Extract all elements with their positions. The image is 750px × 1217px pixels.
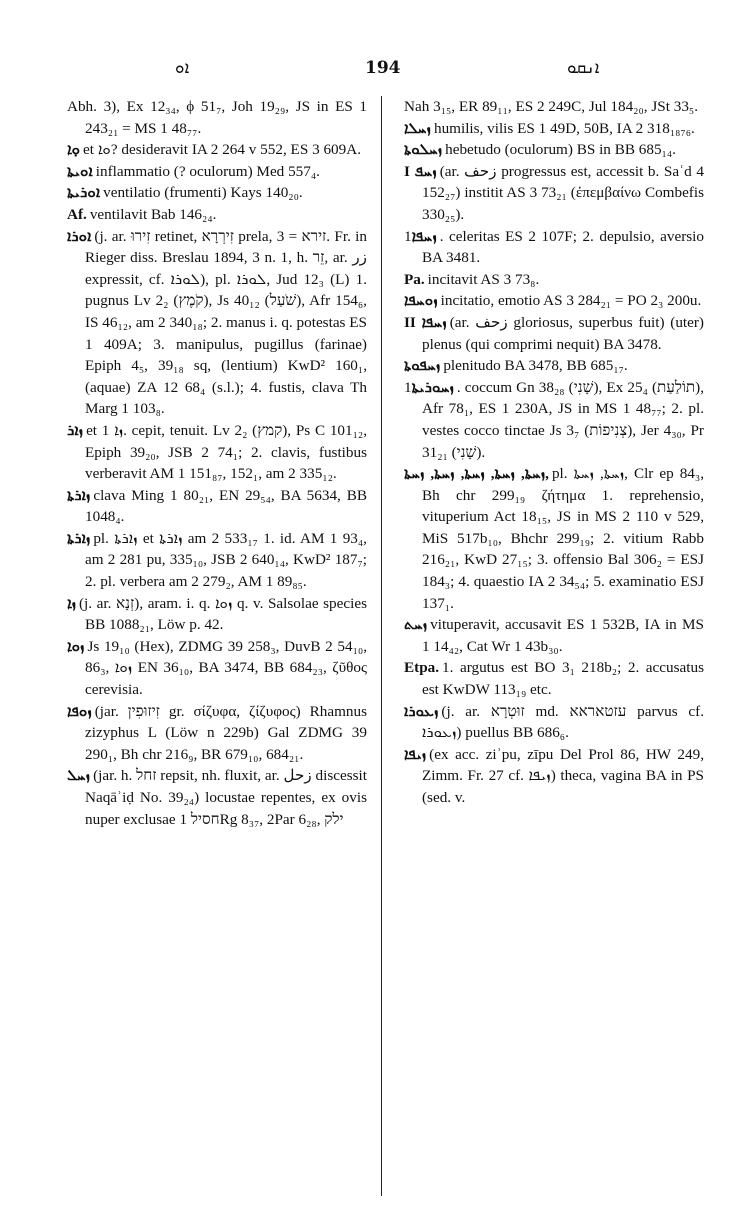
- dictionary-entry: [404, 226, 704, 269]
- dictionary-entry: [67, 420, 367, 485]
- dictionary-entry: [404, 118, 704, 140]
- entry-lemma: ܐܘܪܝܬܐ: [67, 184, 101, 202]
- entry-lemma: ܙܚܠܘܬܐ: [404, 141, 443, 159]
- entry-lemma: Pa.: [404, 270, 425, 288]
- entry-text: incitavit AS 3 73₈.: [427, 270, 540, 288]
- entry-text: inflammatio (? oculorum) Med 557₄.: [95, 162, 320, 180]
- entry-lemma: ܙܐܪܬܐ: [67, 486, 91, 504]
- dictionary-entry: [67, 701, 367, 766]
- entry-lemma: Etpa.: [404, 659, 440, 677]
- entry-text: ventilatio (frumenti) Kays 140₂₀.: [103, 184, 303, 202]
- dictionary-entry: [404, 290, 704, 312]
- dictionary-entry: [67, 528, 367, 593]
- dictionary-entry: [404, 614, 704, 657]
- dictionary-entry: [67, 204, 367, 226]
- entry-lemma: ܙܚܬ: [404, 616, 428, 634]
- entry-text: Abh. 3), Ex 12₃₄, ϕ 51₇, Joh 19₂₉, JS in ES 1 243₂₁ = MS 1 48₇₇.: [67, 98, 367, 137]
- dictionary-entry: [404, 312, 704, 355]
- entry-text: et ܘܐ? desideravit IA 2 264 v 552, ES 3 609A.: [83, 141, 362, 159]
- entry-lemma: ܙܘܦܐ: [67, 702, 92, 720]
- entry-lemma: ܙܝܦܐ: [404, 745, 427, 763]
- entry-text: (jar. h. זחל repsit, nh. fluxit, ar. زحل discessit Naqāʾiḍ No. 39₂₄) locustae repentes, ex ovis nuper exclusae חסיל 1Rg 8₃₇, 2Par 6₂₈, ילק: [85, 767, 367, 828]
- dictionary-entry: [67, 636, 367, 701]
- entry-lemma: ܙܘܐ: [67, 637, 85, 655]
- entry-text: 1. celeritas ES 2 107F; 2. depulsio, aversio BA 3481.: [404, 227, 704, 267]
- dictionary-entry: [404, 657, 704, 700]
- dictionary-entry: [404, 377, 704, 463]
- entry-lemma: ܘ̣ܐ: [67, 141, 81, 159]
- dictionary-entry: [67, 226, 367, 420]
- entry-lemma: ܙܚܬܐ, ܙܚܬܐ, ܙܚܬܐ, ܙܚܬܐ, ܙܚܬܐ,: [404, 465, 549, 483]
- dictionary-entry: [67, 182, 367, 204]
- entry-lemma: ܙܐ: [67, 594, 76, 612]
- entry-text: hebetudo (oculorum) BS in BB 685₁₄.: [445, 141, 676, 159]
- header-right-word: ܐܢܩܘ: [567, 58, 600, 77]
- entry-text: clava Ming 1 80₂₁, EN 29₅₄, BA 5634, BB 1048₄.: [85, 486, 367, 526]
- entry-lemma: ܙܚܘܪܝܬܐ: [411, 378, 454, 396]
- entry-lemma: Af.: [67, 205, 87, 223]
- dictionary-entry: [67, 765, 367, 830]
- entry-text: plenitudo BA 3478, BB 685₁₇.: [443, 357, 628, 375]
- entry-text: 1. argutus est BO 3₁ 218b₂; 2. accusatus est KwDW 113₁₉ etc.: [422, 659, 704, 699]
- entry-lemma: I ܙܚܦ: [404, 162, 437, 180]
- header-left-word: ܐܘ: [175, 58, 190, 77]
- entry-text: (jar. זִיזוּפִין gr. σίζυφα, ζίζυφος) Rhamnus zizyphus L (Löw n 229b) Gal ZDMG 39 290₁, Bh chr 216₉, BR 679₁₀, 684₂₁.: [85, 702, 367, 763]
- entry-lemma: II ܙܚܦܐ: [404, 313, 447, 331]
- entry-lemma: ܙܚܦܐ: [411, 227, 437, 245]
- left-column: [67, 96, 367, 830]
- right-column: [404, 96, 704, 809]
- dictionary-entry: [404, 463, 704, 614]
- entry-text: (j. ar. זוּטְרָא md. עזטאראא parvus cf. ܙܥܘܪܐ) puellus BB 686₆.: [422, 702, 704, 742]
- entry-lemma: ܐܘܪܐ: [67, 227, 92, 245]
- entry-lemma: ܙܐܪܬܐ: [67, 529, 91, 547]
- dictionary-entry: [67, 485, 367, 528]
- entry-text: pl. ܙܐܪܬܐ et ܙܐܪܬܐ am 2 533₁₇ 1. id. AM 1 93₄, am 2 281 pu, 335₁₀, JSB 2 640₁₄, KwD² 187₇; 2. pl. verbera am 2 279₂, AM 1 89₈₅.: [85, 529, 367, 591]
- entry-lemma: ܙܚܦܘܬܐ: [404, 357, 441, 375]
- dictionary-entry: [67, 161, 367, 183]
- column-divider: [381, 96, 382, 1196]
- entry-text: (ar. زحف gloriosus, superbus fuit) (uter) plenus (qui comprimi nequit) BA 3478.: [422, 313, 704, 353]
- dictionary-entry: [67, 593, 367, 636]
- dictionary-entry: [404, 96, 704, 118]
- entry-lemma: ܙܚܠ: [67, 767, 91, 785]
- entry-text: vituperavit, accusavit ES 1 532B, IA in MS 1 14₄₂, Cat Wr 1 43b₃₀.: [422, 616, 704, 655]
- page-number: 194: [365, 58, 401, 78]
- dictionary-entry: [67, 96, 367, 139]
- entry-text: Nah 3₁₅, ER 89₁₁, ES 2 249C, Jul 184₂₀, JSt 33₅.: [404, 98, 699, 115]
- dictionary-entry: [67, 139, 367, 161]
- entry-lemma: ܙܐܪ: [67, 421, 84, 439]
- dictionary-entry: [404, 161, 704, 226]
- entry-text: (j. ar. זְנָא), aram. i. q. ܙܘܐ q. v. Salsolae species BB 1088₂₁, Löw p. 42.: [78, 594, 367, 634]
- entry-text: pl. ܙܚܬܐ, ܙܚܬܐ, Clr ep 84₃, Bh chr 299₁₉ ζήτημα 1. reprehensio, vituperium Act 18₁₅, JS in MS 2 110 v 529, MiS 517b₁₀, Bhchr 299₁₉; 2. vitium Rabb 216₂₁, KwD 27₁₅; 3. offensio Bal 306₂ = ESJ 184₃; 4. quaestio IA 2 34₅₄; 5. examinatio ESJ 137₁.: [422, 465, 704, 612]
- entry-text: (j. ar. זִירוּ retinet, זִירְרָא prela, זירא = 3. Fr. in Rieger diss. Breslau 1894, 3 n. 1, h. זֵר, ar. زر expressit, cf. ܠܘܪܐ), pl. ܠܘܪܐ, Jud 12₃ (L) 1. pugnus Lv 2₂ (קֹמֶץ), Js 40₁₂ (שֹׁעַל), Afr 154₆, IS 46₁₂, am 2 340₁₈; 2. manus i. q. potestas ES 1 409A; 3. manipulus, pugillus (farinae) Epiph 4₅, 39₁₈ sq, (lentium) KwD² 160₁, (aquae) ZA 12 68₄ (s.l.); 4. fustis, clava Th Marg 1 103₈.: [85, 227, 367, 418]
- entry-lemma: ܙܘܚܦܐ: [404, 292, 438, 310]
- entry-text: (ar. زحف progressus est, accessit b. Saʿd 4 152₂₇) institit AS 3 73₂₁ (ἐπεμβαίνω Combefis 330₂₅).: [422, 162, 704, 223]
- dictionary-entry: [404, 139, 704, 161]
- entry-text: humilis, vilis ES 1 49D, 50B, IA 2 318₁₈₇₆.: [433, 119, 695, 137]
- entry-lemma: ܐܘܝܬܐ: [67, 162, 93, 180]
- entry-text: (ex acc. ziʾpu, zīpu Del Prol 86, HW 249, Zimm. Fr. 27 cf. ܙܝܦܐ) theca, vagina BA in PS (sed. v.: [422, 745, 704, 806]
- entry-text: Js 19₁₀ (Hex), ZDMG 39 258₃, DuvB 2 54₁₀, 86₃, ܙܘܐ EN 36₁₀, BA 3474, BB 684₂₃, ζῦθος cerevisia.: [85, 637, 367, 699]
- entry-text: incitatio, emotio AS 3 284₂₁ = PO 2₃ 200u.: [440, 292, 702, 310]
- entry-text: 1. coccum Gn 38₂₈ (שָׁנִי), Ex 25₄ (תוֹלַעַת), Afr 78₁, ES 1 230A, JS in MS 1 48₇₇; 2. pl. vestes cocco tinctae Js 3₇ (צְנִיפוֹת), Jer 4₃₀, Pr 31₂₁ (שָׁנִי).: [404, 378, 705, 461]
- dictionary-entry: [404, 355, 704, 377]
- dictionary-entry: [404, 701, 704, 744]
- entry-text: et ܙܐ 1. cepit, tenuit. Lv 2₂ (קמץ), Ps C 101₁₂, Epiph 39₂₀, JSB 2 74₁; 2. clavis, fustibus verberavit AM 1 151₈₇, 152₁, am 2 335₁₂.: [85, 421, 367, 483]
- dictionary-entry: [404, 744, 704, 809]
- entry-lemma: ܙܥܘܪܐ: [404, 702, 439, 720]
- entry-lemma: ܙܚܠܐ: [404, 119, 431, 137]
- page-header: [70, 58, 720, 86]
- dictionary-entry: [404, 269, 704, 291]
- entry-text: ventilavit Bab 146₂₄.: [89, 205, 217, 223]
